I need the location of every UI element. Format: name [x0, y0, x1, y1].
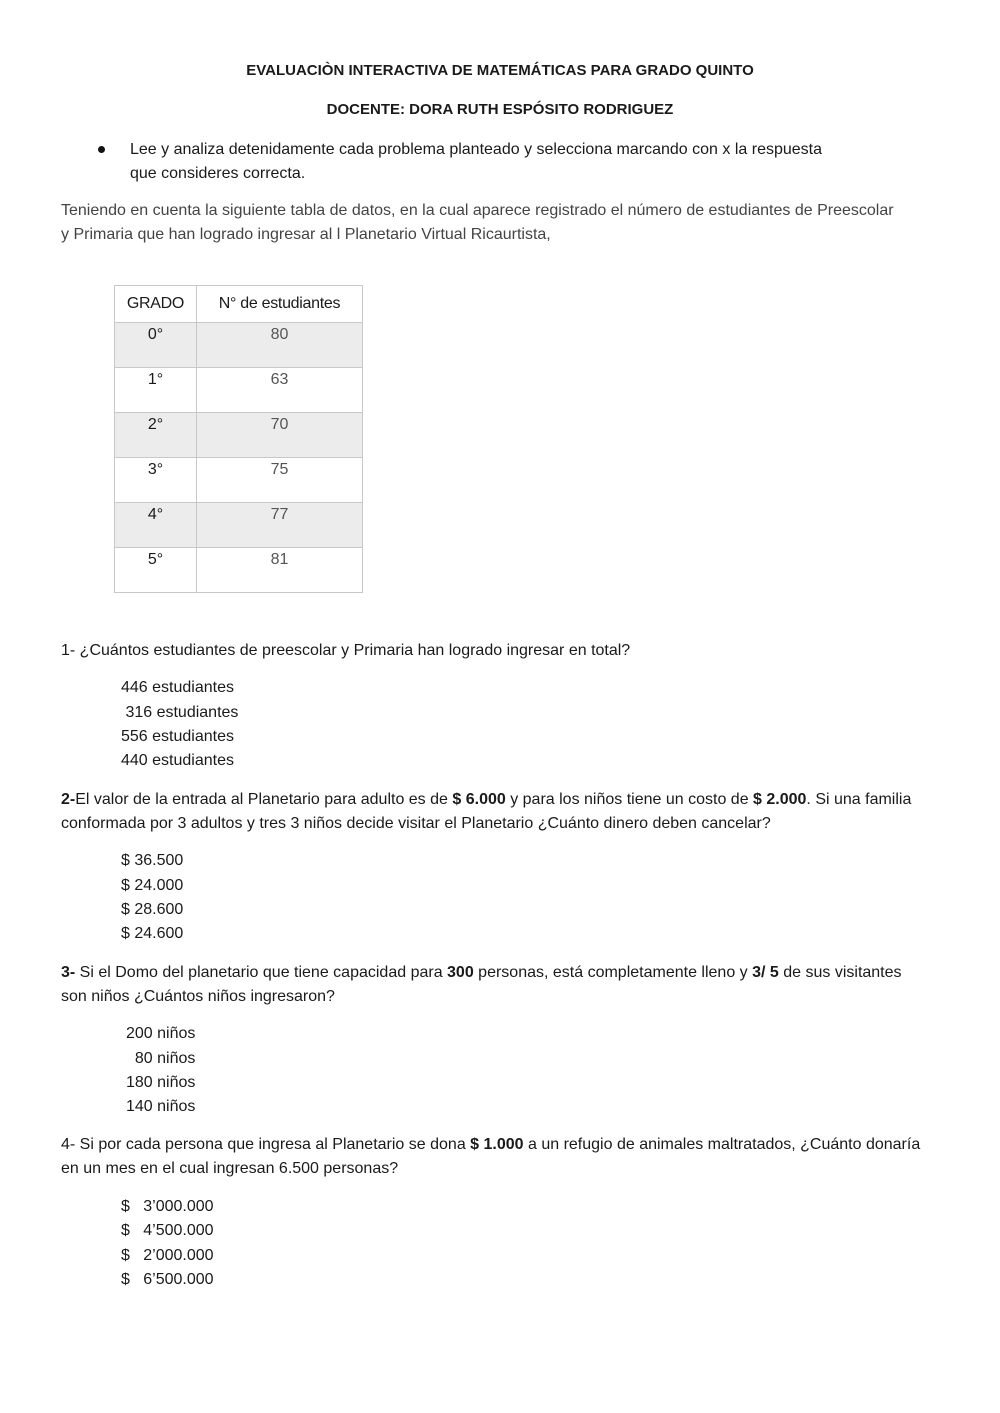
grade-cell: 2° — [115, 413, 197, 458]
q3-text-2: personas, está completamente lleno y — [473, 964, 753, 981]
bullet-icon — [98, 146, 105, 153]
grade-cell: 0° — [115, 323, 197, 368]
q4-option-a[interactable]: $ 3’000.000 — [121, 1198, 214, 1215]
q1-option-a[interactable]: 446 estudiantes — [121, 679, 234, 696]
table-header-row — [115, 286, 363, 323]
q2-option-c[interactable]: $ 28.600 — [121, 901, 184, 918]
donation-amount: $ 1.000 — [470, 1136, 524, 1153]
q2-option-a[interactable]: $ 36.500 — [121, 852, 184, 869]
table-row — [115, 323, 363, 368]
q4-text-2: a un refugio de animales maltratados, ¿Cuánto donaría — [523, 1136, 921, 1153]
students-cell: 80 — [197, 323, 363, 368]
students-table — [114, 285, 363, 593]
q1-option-d[interactable]: 440 estudiantes — [121, 752, 234, 769]
students-cell: 70 — [197, 413, 363, 458]
table-row — [115, 548, 363, 593]
table-row — [115, 368, 363, 413]
students-cell: 77 — [197, 503, 363, 548]
students-cell: 75 — [197, 458, 363, 503]
question-1: 1- ¿Cuántos estudiantes de preescolar y Primaria han logrado ingresar en total? — [61, 642, 631, 659]
q2-number: 2- — [61, 791, 76, 808]
question-2-line-2: conformada por 3 adultos y tres 3 niños decide visitar el Planetario ¿Cuánto dinero deben cancelar? — [61, 815, 771, 832]
question-3-line-2: son niños ¿Cuántos niños ingresaron? — [61, 988, 335, 1005]
question-4-line-2: en un mes en el cual ingresan 6.500 personas? — [61, 1160, 399, 1177]
q3-option-b[interactable]: 80 niños — [126, 1050, 196, 1067]
students-cell: 81 — [197, 548, 363, 593]
q4-text-1: 4- Si por cada persona que ingresa al Planetario se dona — [61, 1136, 471, 1153]
table-row — [115, 413, 363, 458]
students-cell: 63 — [197, 368, 363, 413]
q3-option-a[interactable]: 200 niños — [126, 1025, 196, 1042]
grade-cell: 3° — [115, 458, 197, 503]
grade-cell: 4° — [115, 503, 197, 548]
instruction-line-2: que consideres correcta. — [130, 165, 306, 182]
table-row — [115, 503, 363, 548]
question-4-line-1 — [61, 1133, 920, 1157]
q1-option-c[interactable]: 556 estudiantes — [121, 728, 234, 745]
q2-option-b[interactable]: $ 24.000 — [121, 877, 184, 894]
table-row — [115, 458, 363, 503]
header-grade: GRADO — [115, 286, 197, 323]
grade-cell: 1° — [115, 368, 197, 413]
teacher-name: DOCENTE: DORA RUTH ESPÓSITO RODRIGUEZ — [326, 101, 674, 118]
q3-option-c[interactable]: 180 niños — [126, 1074, 196, 1091]
q4-option-d[interactable]: $ 6’500.000 — [121, 1271, 214, 1288]
q2-option-d[interactable]: $ 24.600 — [121, 925, 184, 942]
adult-price: $ 6.000 — [452, 791, 506, 808]
document-title: EVALUACIÒN INTERACTIVA DE MATEMÁTICAS PARA GRADO QUINTO — [246, 62, 754, 79]
dome-capacity: 300 — [447, 964, 474, 981]
grade-cell: 5° — [115, 548, 197, 593]
children-fraction: 3/ 5 — [752, 964, 779, 981]
q2-text-1: El valor de la entrada al Planetario para adulto es de — [75, 791, 453, 808]
q3-text-1: Si el Domo del planetario que tiene capacidad para — [75, 964, 448, 981]
q4-option-b[interactable]: $ 4’500.000 — [121, 1222, 214, 1239]
q3-text-3: de sus visitantes — [778, 964, 902, 981]
q2-text-3: . Si una familia — [806, 791, 912, 808]
intro-line-1: Teniendo en cuenta la siguiente tabla de datos, en la cual aparece registrado el número de estudiantes de Preescolar — [61, 202, 894, 219]
intro-line-2: y Primaria que han logrado ingresar al l Planetario Virtual Ricaurtista, — [61, 226, 551, 243]
q1-option-b[interactable]: 316 estudiantes — [121, 704, 239, 721]
header-students: N° de estudiantes — [197, 286, 363, 323]
q3-option-d[interactable]: 140 niños — [126, 1098, 196, 1115]
question-3-line-1 — [61, 961, 902, 985]
q2-text-2: y para los niños tiene un costo de — [505, 791, 754, 808]
instruction-line-1: Lee y analiza detenidamente cada problema planteado y selecciona marcando con x la respuesta — [130, 141, 822, 158]
question-2-line-1 — [61, 788, 911, 812]
q4-option-c[interactable]: $ 2’000.000 — [121, 1247, 214, 1264]
q3-number: 3- — [61, 964, 76, 981]
child-price: $ 2.000 — [753, 791, 807, 808]
